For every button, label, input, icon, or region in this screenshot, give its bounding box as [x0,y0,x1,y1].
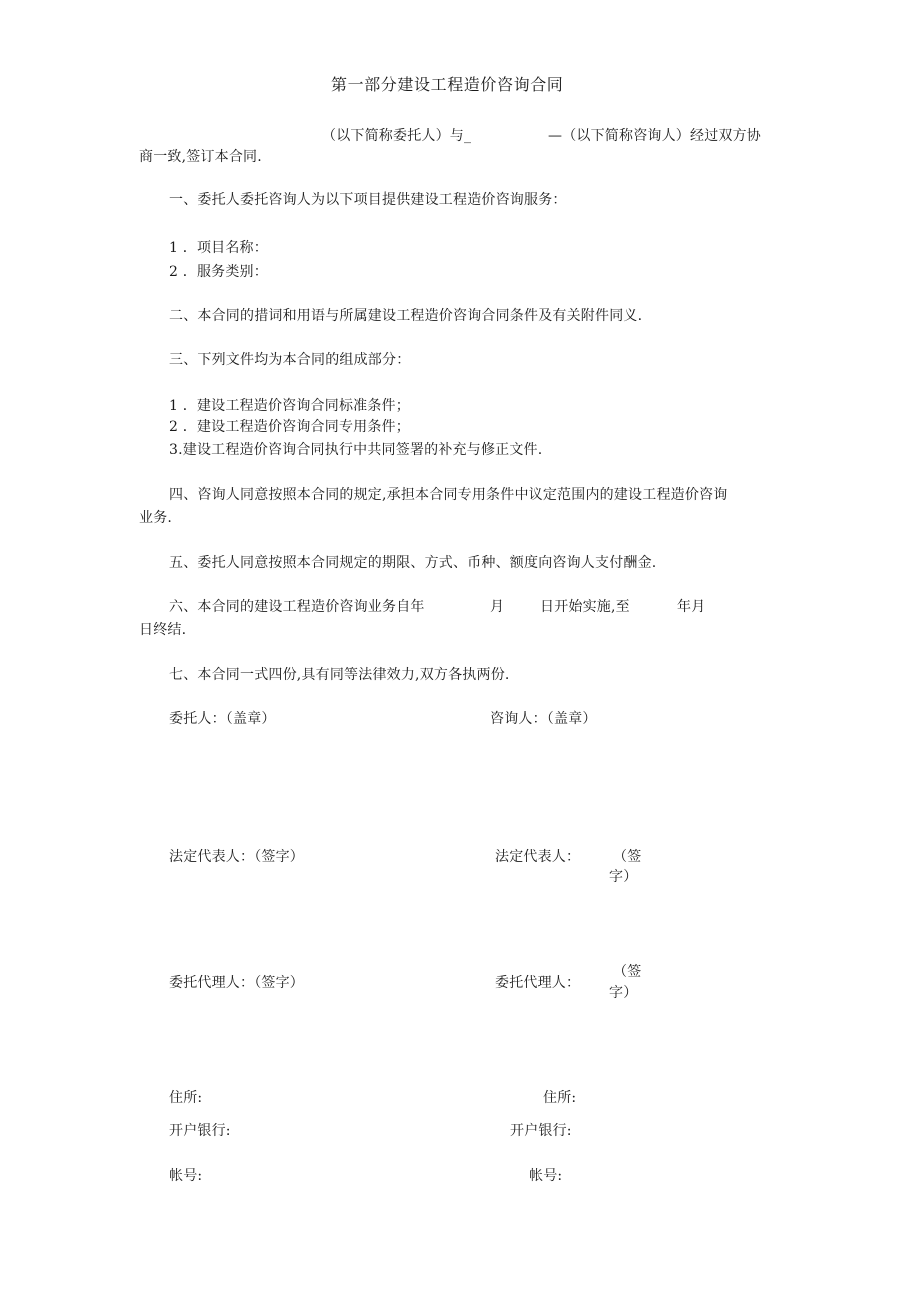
client-seal-label: 委托人：（盖章） [169,711,276,727]
consultant-account-label: 帐号: [529,1168,563,1184]
consultant-legal-rep-label: 法定代表人： [495,849,581,865]
clause-3-item-2: 2 ．建设工程造价咨询合同专用条件； [169,419,410,435]
clause-6-part-b: 月 [490,599,505,615]
intro-line-1a: （以下简称委托人）与_ [322,128,472,144]
clause-5: 五、委托人同意按照本合同规定的期限、方式、币种、额度向咨询人支付酬金. [169,555,657,571]
intro-line-2: 商一致,签订本合同. [139,149,262,165]
client-bank-label: 开户银行: [169,1123,231,1139]
consultant-agent-sign-1: （签 [613,964,642,980]
client-address-label: 住所: [169,1090,203,1106]
clause-4-line-1: 四、咨询人同意按照本合同的规定,承担本合同专用条件中议定范围内的建设工程造价咨询 [169,487,728,503]
consultant-agent-sign-2: 字） [609,985,638,1001]
consultant-bank-label: 开户银行: [510,1123,572,1139]
consultant-legal-rep-sign-2: 字） [609,869,638,885]
clause-3-heading: 三、下列文件均为本合同的组成部分： [169,352,411,368]
clause-6-line-2: 日终结. [139,622,187,638]
intro-line-1b: —（以下简称咨询人）经过双方协 [548,128,761,144]
clause-6-part-a: 六、本合同的建设工程造价咨询业务自年 [169,599,425,615]
clause-1-heading: 一、委托人委托咨询人为以下项目提供建设工程造价咨询服务： [169,192,567,208]
consultant-legal-rep-sign-1: （签 [613,849,642,865]
client-agent-label: 委托代理人：（签字） [169,975,304,991]
clause-1-item-1: 1 ．项目名称： [169,240,268,256]
consultant-address-label: 住所: [543,1090,577,1106]
consultant-agent-label: 委托代理人： [495,975,581,991]
client-account-label: 帐号: [169,1168,203,1184]
clause-1-item-2: 2 ．服务类别： [169,264,268,280]
clause-3-item-3: 3.建设工程造价咨询合同执行中共同签署的补充与修正文件. [169,442,543,458]
contract-title: 第一部分建设工程造价咨询合同 [331,75,564,94]
clause-7: 七、本合同一式四份,具有同等法律效力,双方各执两份. [169,667,510,683]
clause-6-part-d: 年月 [677,599,706,615]
client-legal-rep-label: 法定代表人：（签字） [169,849,304,865]
consultant-seal-label: 咨询人：（盖章） [490,711,597,727]
clause-6-part-c: 日开始实施,至 [540,599,630,615]
clause-3-item-1: 1 ．建设工程造价咨询合同标准条件； [169,398,410,414]
clause-2: 二、本合同的措词和用语与所属建设工程造价咨询合同条件及有关附件同义. [169,308,643,324]
clause-4-line-2: 业务. [139,510,173,526]
